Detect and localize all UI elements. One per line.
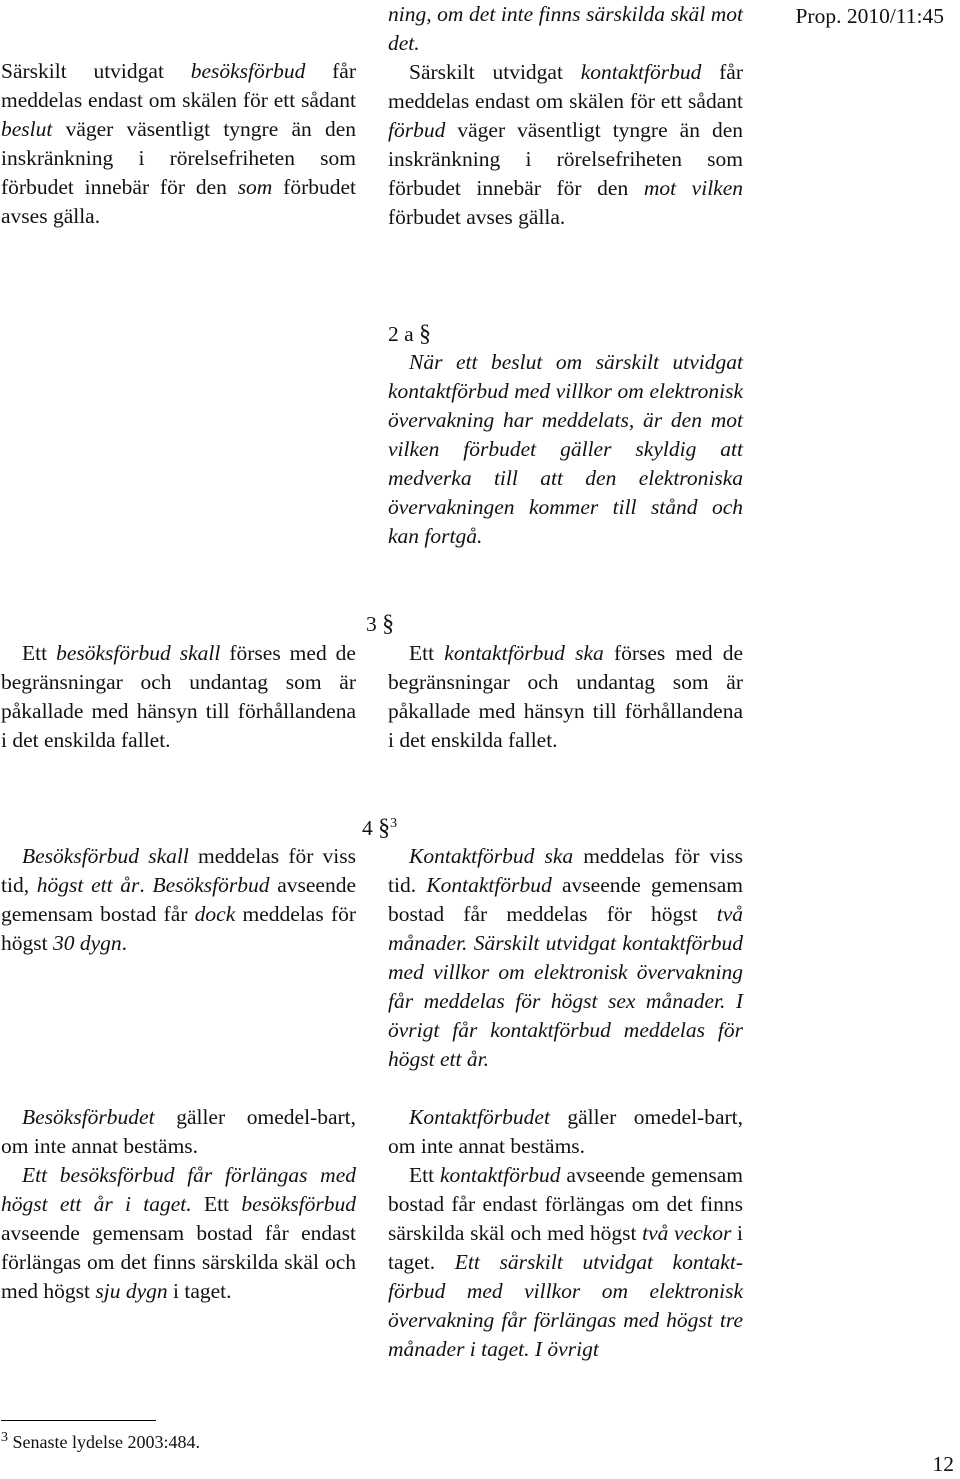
italic-text-run: två månader. Särskilt utvidgat kontaktförbud med villkor om elektronisk övervakning får meddelas för högst sex månader. I övrigt får kontaktförbud meddelas för högst ett år. — [388, 902, 743, 1071]
text-run: gäller omedel-bart, om inte annat bestäms. — [388, 1105, 743, 1158]
text-run: . — [121, 931, 128, 955]
section-sign: § — [382, 611, 395, 637]
text-run: Ett — [409, 641, 445, 665]
italic-text-run: Kontaktförbud ska — [409, 844, 574, 868]
italic-text-run: förbud — [388, 118, 446, 142]
footnote-text: Senaste lydelse 2003:484. — [8, 1432, 200, 1452]
text-run: meddelas för viss tid, — [1, 844, 356, 897]
text-run: väger väsentligt tyngre än den inskränkning i rörelsefriheten som förbudet innebär för den — [1, 117, 356, 199]
rich-text — [1, 639, 356, 755]
page-number: 12 — [932, 1452, 954, 1476]
rich-text — [1, 1103, 356, 1161]
text-run: i taget. — [388, 1221, 743, 1274]
right-para-0 — [388, 0, 743, 58]
rich-text — [1, 842, 356, 958]
text-run: väger väsentligt tyngre än den inskränkning i rörelsefriheten som förbudet innebär för den — [388, 118, 743, 200]
rich-text — [388, 1161, 743, 1364]
section-sign: § — [378, 815, 391, 841]
text-run: meddelas för högst — [1, 902, 357, 955]
section-4-heading — [362, 814, 397, 843]
italic-text-run: Kontaktförbudet — [409, 1105, 550, 1129]
section-sign: § — [419, 321, 432, 347]
left-para-1 — [1, 57, 356, 231]
italic-text-run: kontaktförbud ska — [444, 641, 604, 665]
text-run: förses med de begränsningar och undantag som är påkallade med hänsyn till förhållandena i det enskilda fallet. — [388, 641, 743, 752]
rich-text — [388, 348, 743, 551]
text-run: gäller omedel-bart, om inte annat bestäms. — [1, 1105, 356, 1158]
footnote — [1, 1430, 200, 1454]
italic-text-run: som — [237, 175, 273, 199]
italic-text-run: sju dygn — [95, 1279, 168, 1303]
italic-text-run: besöksförbud — [241, 1192, 356, 1216]
right-para-1 — [388, 58, 743, 232]
rich-text — [388, 1103, 743, 1161]
section-label: 2 a — [388, 322, 414, 346]
italic-text-run: 30 dygn — [52, 931, 122, 955]
italic-text-run: ning, om det inte finns särskilda skäl mot det. — [388, 2, 743, 55]
text-run: avseende gemensam bostad får endast förlängas om det finns särskilda skäl och med högst — [1, 1221, 356, 1303]
rich-text — [1, 1161, 356, 1306]
text-run: meddelas för viss tid. — [388, 844, 743, 897]
section-4-left-p1 — [1, 842, 356, 958]
section-label: 3 — [366, 612, 377, 636]
footnote-number: 3 — [1, 1430, 8, 1445]
italic-text-run: Ett besöksförbud får förlängas med högst ett år i taget. — [1, 1163, 356, 1216]
italic-text-run: besöksförbud — [190, 59, 306, 83]
italic-text-run: dock — [194, 902, 236, 926]
text-run: avseende gemensam bostad får endast förlängas om det finns särskilda skäl och med högst — [388, 1163, 743, 1245]
rich-text — [388, 58, 743, 232]
proposition-number: Prop. 2010/11:45 — [795, 4, 944, 28]
italic-text-run: kontaktförbud — [580, 60, 702, 84]
italic-text-run: När ett beslut om särskilt utvidgat kontaktförbud med villkor om elektronisk övervakning har meddelats, är den mot vilken förbudet gäller skyldig att medverka till att den elektroniska övervakningen kommer till stånd och kan fortgå. — [388, 350, 743, 548]
section-2a-heading — [388, 320, 431, 349]
section-4-left-p3 — [1, 1161, 356, 1306]
text-run: avseende gemensam bostad får meddelas för högst — [388, 873, 743, 926]
italic-text-run: Besöksförbud skall — [22, 844, 189, 868]
rich-text — [388, 842, 743, 1074]
text-run: förses med de begränsningar och undantag som är påkallade med hänsyn till förhållandena i det enskilda fallet. — [1, 641, 356, 752]
text-run: Särskilt utvidgat — [1, 59, 191, 83]
italic-text-run: två veckor — [642, 1221, 732, 1245]
italic-text-run: Ett särskilt utvidgat kontakt-förbud med villkor om elektronisk övervakning får förlängas med högst tre månader i taget. I övrigt — [388, 1250, 743, 1361]
text-run: får meddelas endast om skälen för ett sådant — [1, 59, 356, 112]
italic-text-run: kontaktförbud — [439, 1163, 561, 1187]
footnote-ref: 3 — [390, 815, 398, 831]
section-4-left-p2 — [1, 1103, 356, 1161]
italic-text-run: Kontaktförbud — [426, 873, 552, 897]
rich-text — [388, 639, 743, 755]
section-label: 4 — [362, 816, 373, 840]
section-3-heading — [366, 610, 394, 639]
rich-text — [1, 57, 356, 231]
text-run: i taget. — [167, 1279, 232, 1303]
italic-text-run: Besöksförbudet — [22, 1105, 155, 1129]
text-run: Ett — [191, 1192, 242, 1216]
text-run: förbudet avses gälla. — [388, 205, 566, 229]
text-run: får meddelas endast om skälen för ett sådant — [388, 60, 743, 113]
text-run: . — [139, 873, 153, 897]
italic-text-run: besöksförbud skall — [56, 641, 221, 665]
section-2a-text — [388, 348, 743, 551]
italic-text-run: högst ett år — [36, 873, 140, 897]
italic-text-run: beslut — [1, 117, 53, 141]
section-4-right-p3 — [388, 1161, 743, 1364]
footnote-divider — [1, 1420, 156, 1421]
italic-text-run: Besöksförbud — [152, 873, 270, 897]
italic-text-run: mot vilken — [643, 176, 744, 200]
text-run: Ett — [22, 641, 57, 665]
section-3-right — [388, 639, 743, 755]
section-4-right-p2 — [388, 1103, 743, 1161]
text-run: Ett — [409, 1163, 440, 1187]
section-4-right-p1 — [388, 842, 743, 1074]
text-run: avseende gemensam bostad får — [1, 873, 357, 926]
rich-text — [388, 0, 743, 58]
section-3-left — [1, 639, 356, 755]
text-run: Särskilt utvidgat — [409, 60, 581, 84]
text-run: förbudet avses gälla. — [1, 175, 356, 228]
